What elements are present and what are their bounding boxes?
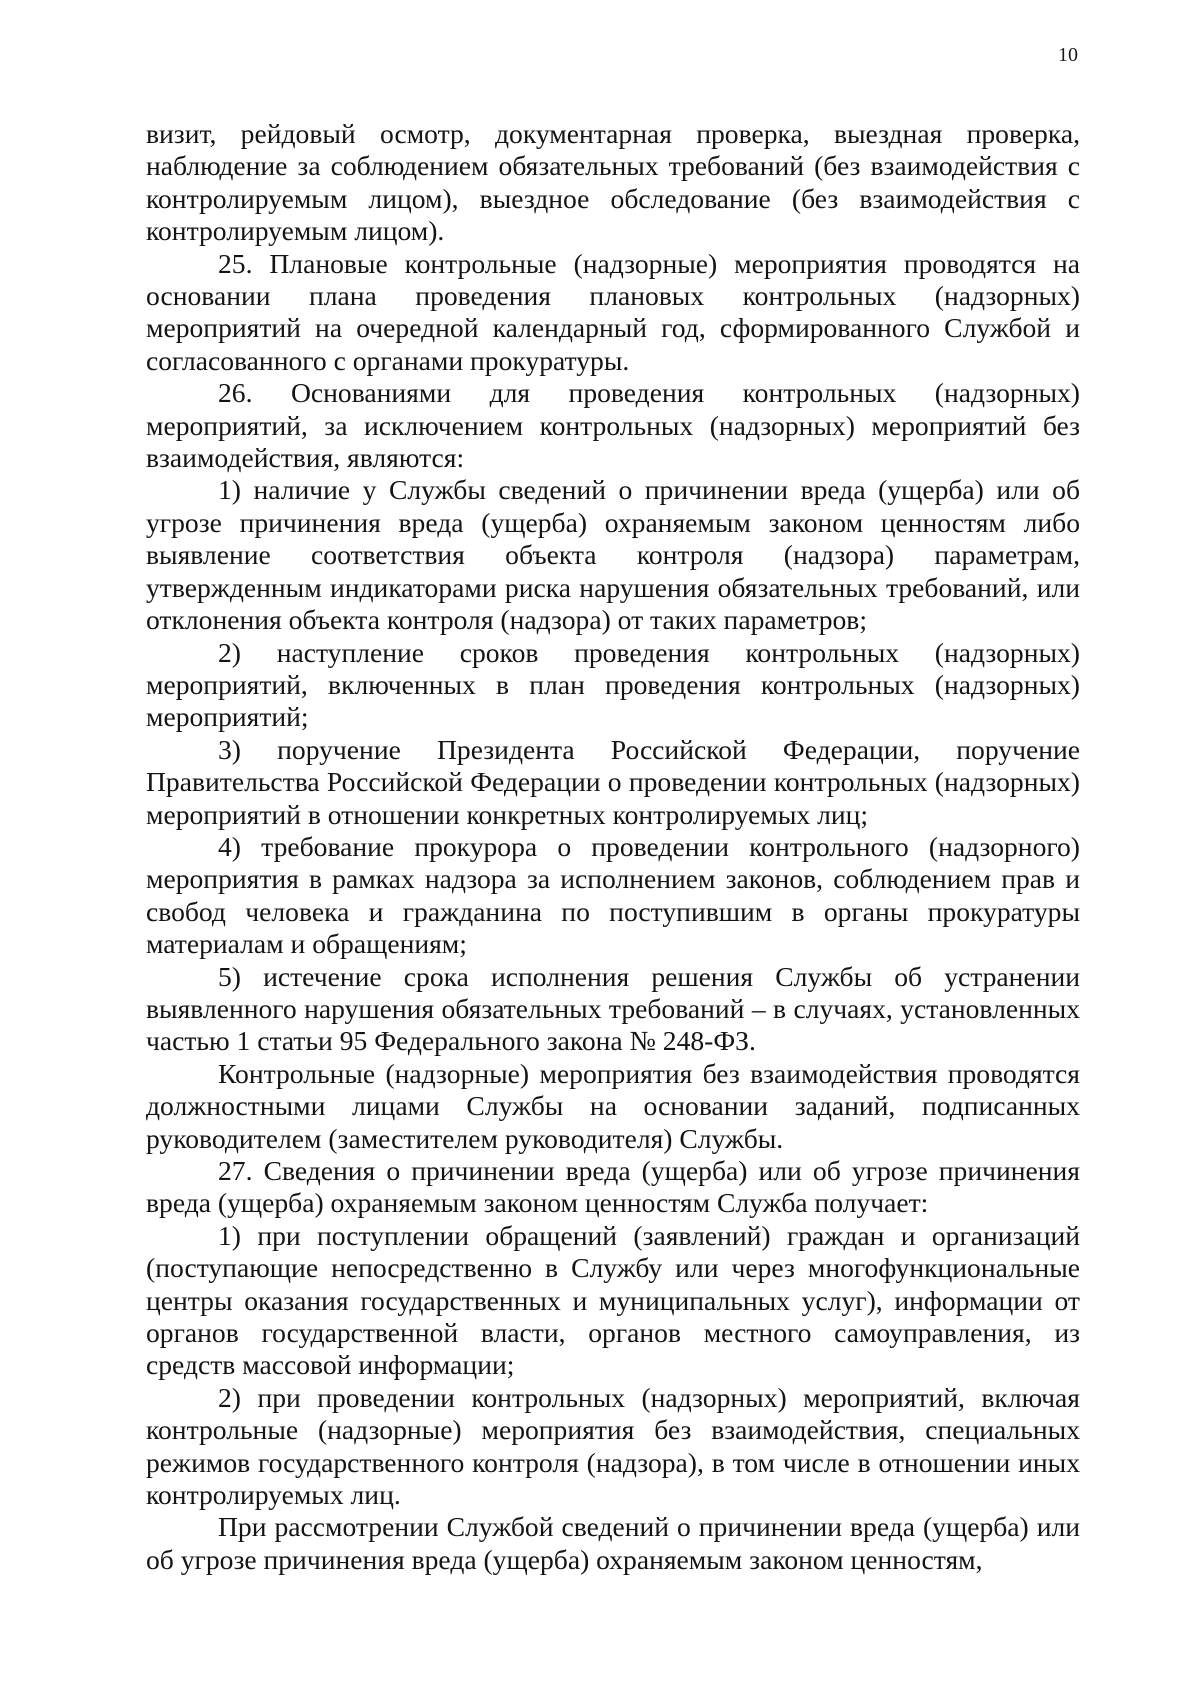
paragraph-26-item-4: 4) требование прокурора о проведении контрольного (надзорного) мероприятия в рамках надзора за исполнением законов, соблюдением прав и свобод человека и гражданина по поступившим в органы прокуратуры материалам и обращениям;: [146, 830, 1080, 960]
paragraph-continuation: визит, рейдовый осмотр, документарная проверка, выездная проверка, наблюдение за соблюдением обязательных требований (без взаимодействия с контролируемым лицом), выездное обследование (без взаимодействия с контролируемым лицом).: [146, 118, 1080, 247]
paragraph-without-interaction: Контрольные (надзорные) мероприятия без взаимодействия проводятся должностными лицами Службы на основании заданий, подписанных руководителем (заместителем руководителя) Службы.: [146, 1057, 1080, 1154]
paragraph-27: 27. Сведения о причинении вреда (ущерба) или об угрозе причинения вреда (ущерба) охраняемым законом ценностям Служба получает:: [146, 1155, 1080, 1219]
paragraph-25: 25. Плановые контрольные (надзорные) мероприятия проводятся на основании плана проведения плановых контрольных (надзорных) мероприятий на очередной календарный год, сформированного Службой и согласованного с органами прокуратуры.: [146, 247, 1080, 376]
paragraph-26-item-5: 5) истечение срока исполнения решения Службы об устранении выявленного нарушения обязательных требований – в случаях, установленных частью 1 статьи 95 Федерального закона № 248-ФЗ.: [146, 960, 1080, 1057]
paragraph-26-item-3: 3) поручение Президента Российской Федерации, поручение Правительства Российской Федерации о проведении контрольных (надзорных) мероприятий в отношении конкретных контролируемых лиц;: [146, 733, 1080, 830]
document-body: [146, 118, 1080, 1576]
paragraph-consideration: При рассмотрении Службой сведений о причинении вреда (ущерба) или об угрозе причинения вреда (ущерба) охраняемым законом ценностям,: [146, 1511, 1080, 1575]
paragraph-26-item-2: 2) наступление сроков проведения контрольных (надзорных) мероприятий, включенных в план проведения контрольных (надзорных) мероприятий;: [146, 636, 1080, 733]
paragraph-26-item-1: 1) наличие у Службы сведений о причинении вреда (ущерба) или об угрозе причинения вреда (ущерба) охраняемым законом ценностям либо выявление соответствия объекта контроля (надзора) параметрам, утвержденным индикаторами риска нарушения обязательных требований, или отклонения объекта контроля (надзора) от таких параметров;: [146, 474, 1080, 636]
page-number: 10: [1058, 44, 1078, 66]
paragraph-27-item-2: 2) при проведении контрольных (надзорных) мероприятий, включая контрольные (надзорные) мероприятия без взаимодействия, специальных режимов государственного контроля (надзора), в том числе в отношении иных контролируемых лиц.: [146, 1381, 1080, 1511]
paragraph-26: 26. Основаниями для проведения контрольных (надзорных) мероприятий, за исключением контрольных (надзорных) мероприятий без взаимодействия, являются:: [146, 377, 1080, 474]
paragraph-27-item-1: 1) при поступлении обращений (заявлений) граждан и организаций (поступающие непосредственно в Службу или через многофункциональные центры оказания государственных и муниципальных услуг), информации от органов государственной власти, органов местного самоуправления, из средств массовой информации;: [146, 1219, 1080, 1381]
